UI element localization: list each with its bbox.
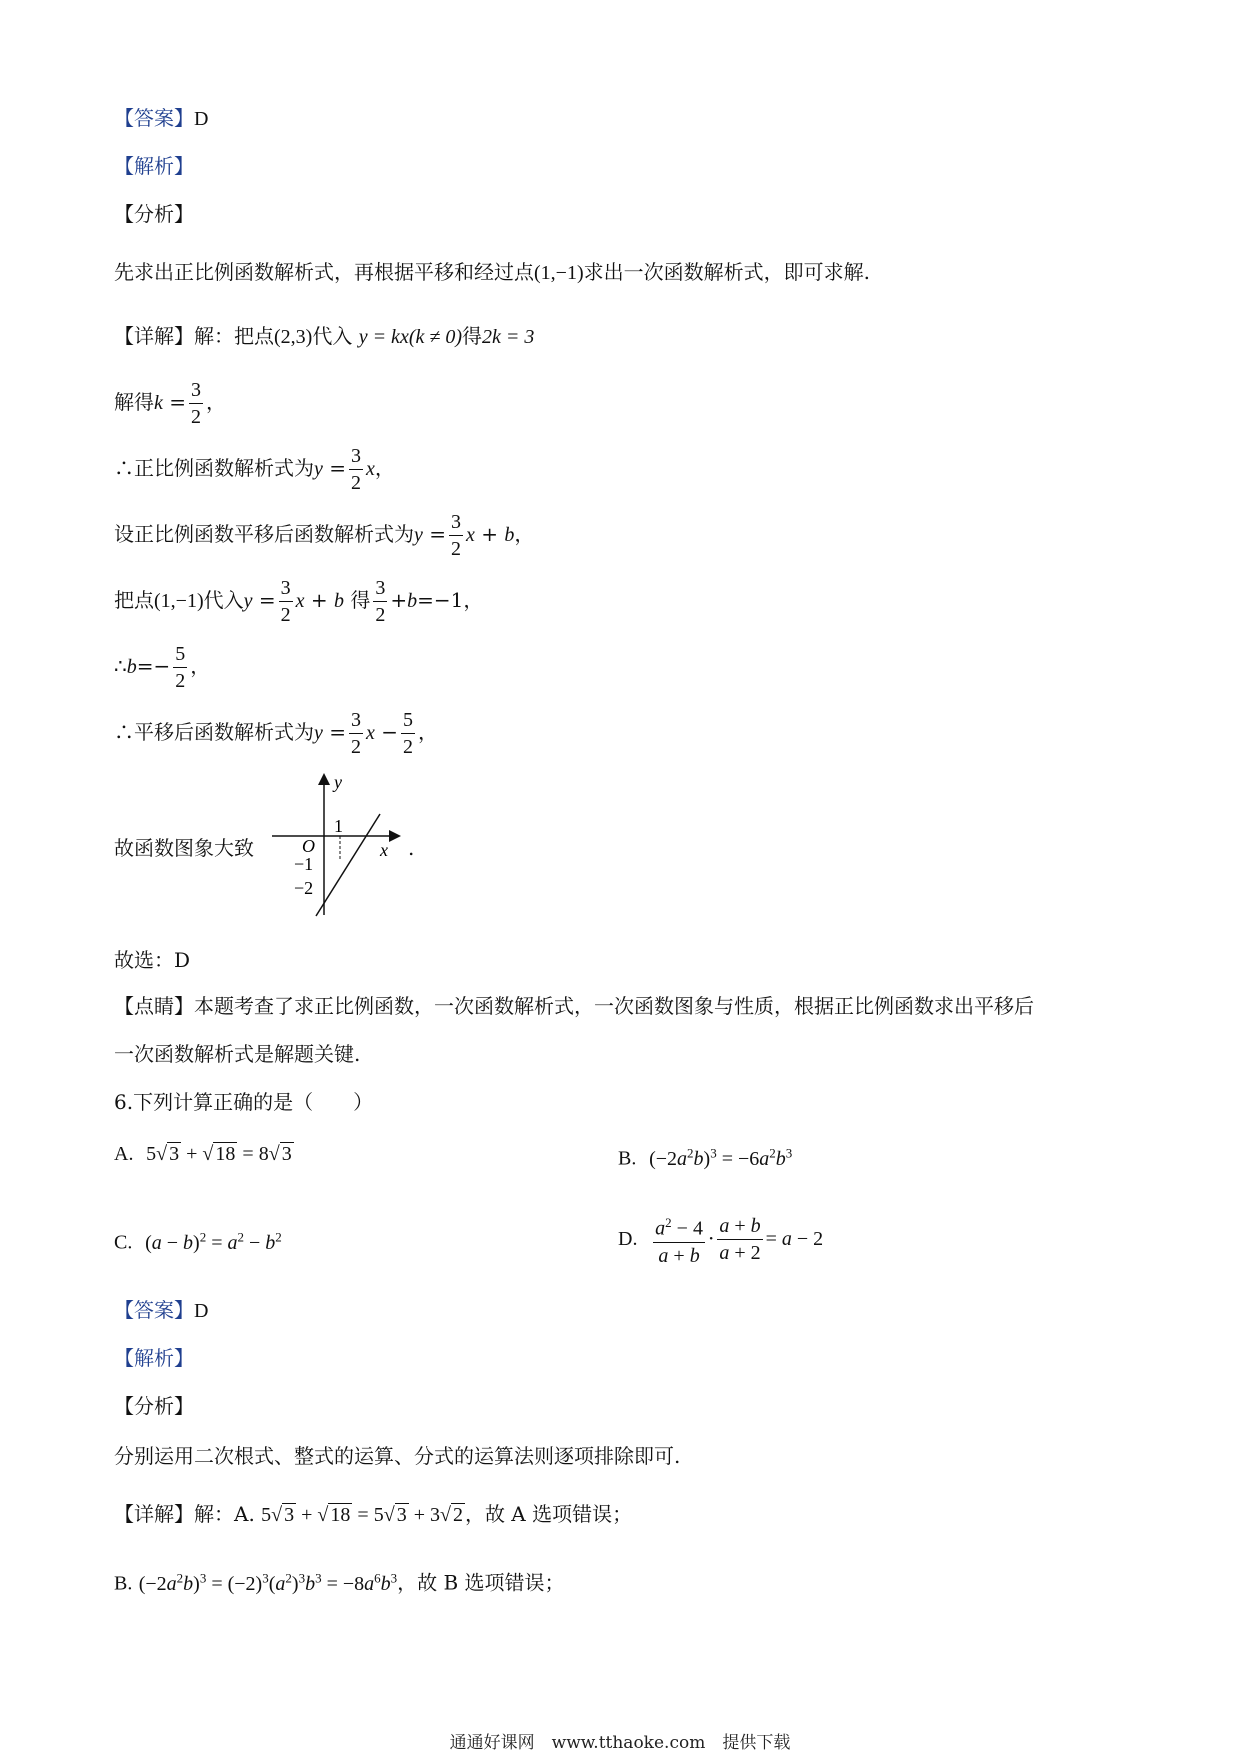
q6-stem: 6.下列计算正确的是（ ） bbox=[114, 1090, 374, 1114]
point: (1,−1) bbox=[534, 262, 584, 284]
footer: 通通好课网 www.tthaoke.com 提供下载 bbox=[449, 1733, 791, 1753]
function-line bbox=[316, 814, 380, 916]
tick-minus-2: −2 bbox=[294, 878, 314, 898]
function-graph bbox=[268, 770, 418, 920]
fenxi-tag: 【分析】 bbox=[114, 202, 194, 226]
fenxi-tag-q6: 【分析】 bbox=[114, 1394, 194, 1418]
answer-tag-q6: 【答案】 bbox=[114, 1298, 194, 1322]
origin-label: O bbox=[302, 836, 315, 856]
answer-tag: 【答案】 bbox=[114, 106, 194, 130]
detail-a-q6: 【详解】解：A. 5√ 3 + √ 18 = 5√ 3 + 3√ 2 ，故 A 选项错误； bbox=[114, 1502, 633, 1526]
detail-tag: 【详解】 bbox=[114, 324, 194, 348]
fenxi-text-q6: 分别运用二次根式、整式的运算、分式的运算法则逐项排除即可. bbox=[114, 1444, 681, 1468]
x-label: x bbox=[380, 840, 388, 860]
step-proportional: ∴正比例函数解析式为y = $\frac{3}{2}$ x， bbox=[114, 445, 395, 494]
choose-line: 故选：D bbox=[114, 948, 191, 972]
answer-value: D bbox=[194, 108, 209, 130]
tick-minus-1: −1 bbox=[294, 854, 314, 874]
tick-1: 1 bbox=[334, 816, 343, 836]
y-label: y bbox=[334, 772, 342, 792]
option-b: B. $(-2a^2b)^3 = -6a^2b^3$ bbox=[618, 1145, 793, 1170]
dianjing-line-1: 【点睛】本题考查了求正比例函数，一次函数解析式，一次函数图象与性质，根据正比例函数求出平移后 bbox=[114, 994, 1034, 1018]
graph-caption: 故函数图象大致 bbox=[114, 836, 254, 860]
option-a: A. 5√ 3 + √ 18 = 8√ 3 bbox=[114, 1143, 292, 1165]
detail-b-q6: B. $(-2a^2b)^3 = (-2)^3(a^2)^3b^3 = -8a^6b^3$，故 B 选项错误； bbox=[114, 1570, 565, 1595]
option-d: D. $\frac{a^2 - 4}{a + b}$ · $\frac{a + b}{a + 2}$ = a − 2 bbox=[618, 1210, 823, 1269]
answer-line-q6 bbox=[114, 1296, 208, 1325]
answer-value-q6: D bbox=[194, 1300, 209, 1322]
analysis-tag: 【解析】 bbox=[114, 154, 194, 178]
step-translated: 设正比例函数平移后函数解析式为y = $\frac{3}{2}$ x + b， bbox=[114, 511, 535, 560]
option-c: C. $(a - b)^2 = a^2 - b^2$ bbox=[114, 1229, 282, 1254]
step-b-value: ∴b=− $\frac{5}{2}$ ， bbox=[114, 643, 211, 692]
detail-tag-q6: 【详解】 bbox=[114, 1502, 194, 1526]
answer-line-q5 bbox=[114, 104, 208, 133]
step-solve-k: 解得k = $\frac{3}{2}$ ， bbox=[114, 379, 227, 428]
analysis-tag-q6: 【解析】 bbox=[114, 1346, 194, 1370]
detail-line-1: 【详解】解：把点(2,3)代入 y = kx(k ≠ 0)得2k = 3 bbox=[114, 324, 535, 348]
dianjing-line-2: 一次函数解析式是解题关键. bbox=[114, 1042, 361, 1066]
step-final-function: ∴平移后函数解析式为y = $\frac{3}{2}$ x − $\frac{5}{2}$ ， bbox=[114, 709, 439, 758]
dianjing-tag: 【点睛】 bbox=[114, 994, 194, 1018]
fenxi-text: 先求出正比例函数解析式，再根据平移和经过点(1,−1)求出一次函数解析式，即可求解. bbox=[114, 260, 870, 284]
step-substitute: 把点(1,−1)代入y = $\frac{3}{2}$ x + b 得 $\frac{3}{2}$ +b=−1， bbox=[114, 577, 484, 626]
graph-period: . bbox=[408, 836, 415, 860]
